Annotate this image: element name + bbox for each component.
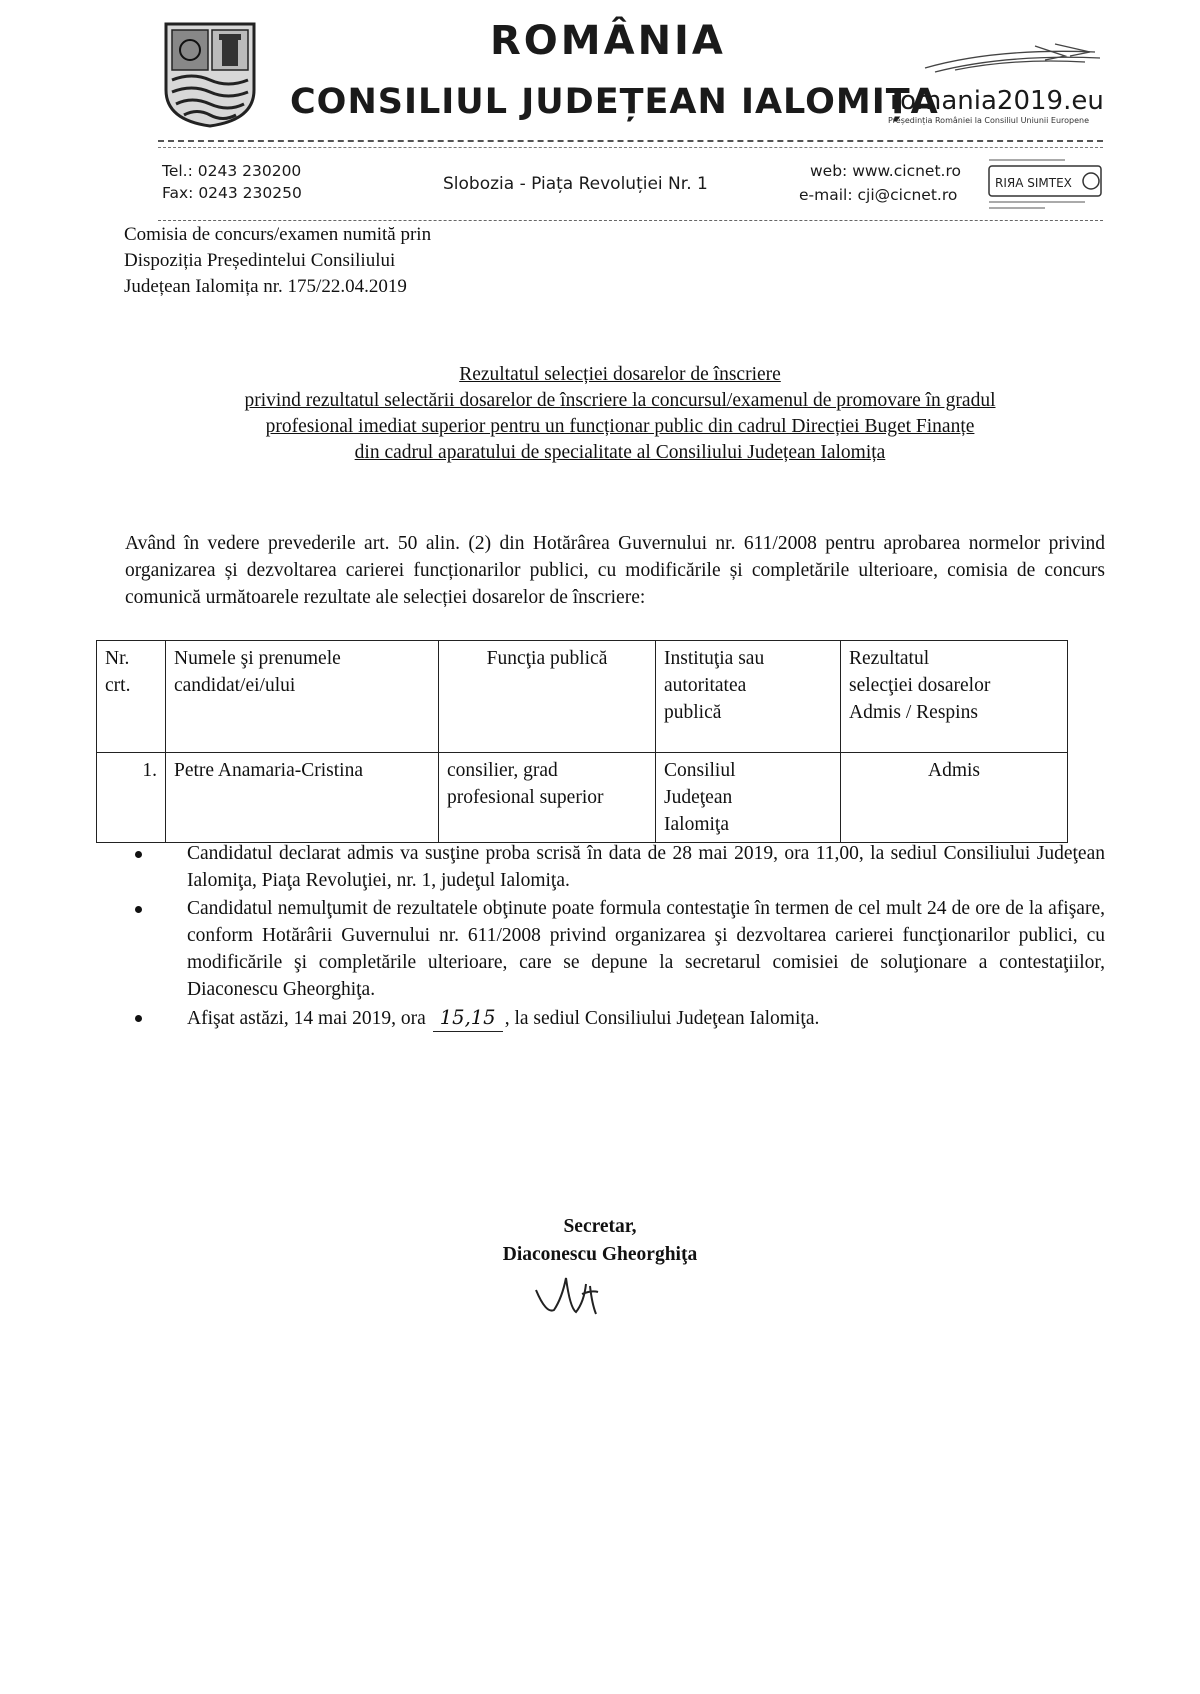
certification-logo-icon xyxy=(985,150,1105,218)
contact-divider xyxy=(158,220,1103,221)
institution-heading: CONSILIUL JUDEȚEAN IALOMIȚA xyxy=(290,82,939,122)
cell-function: consilier, grad profesional superior xyxy=(439,753,656,843)
title-line: Rezultatul selecției dosarelor de înscriere xyxy=(459,364,781,385)
bullet-icon xyxy=(135,906,142,913)
table-header-row xyxy=(97,641,1068,753)
contact-phone: Tel.: 0243 230200 xyxy=(162,162,302,180)
cell-name: Petre Anamaria-Cristina xyxy=(166,753,439,843)
cell-institution: Consiliul Judeţean Ialomiţa xyxy=(656,753,841,843)
svg-text:RIЯA SIMTEX: RIЯA SIMTEX xyxy=(995,176,1072,190)
coat-of-arms-icon xyxy=(162,20,258,128)
header-function: Funcţia publică xyxy=(439,641,656,753)
header-institution: Instituţia sau autoritatea publică xyxy=(656,641,841,753)
committee-line: Județean Ialomița nr. 175/22.04.2019 xyxy=(124,276,407,297)
bullet-icon xyxy=(135,851,142,858)
contact-address: Slobozia - Piața Revoluției Nr. 1 xyxy=(443,174,708,194)
posted-time-handwritten: 15,15 xyxy=(433,1004,503,1032)
title-line: privind rezultatul selectării dosarelor de înscriere la concursul/examenul de promovare în gradul xyxy=(244,390,996,411)
committee-block xyxy=(124,222,431,300)
country-heading: ROMÂNIA xyxy=(490,18,726,64)
contact-email: e-mail: cji@cicnet.ro xyxy=(799,186,958,204)
committee-line: Comisia de concurs/examen numită prin xyxy=(124,224,432,245)
notice-exam-date: Candidatul declarat admis va susţine proba scrisă în data de 28 mai 2019, ora 11,00, la sediul Consiliului Judeţean Ialomiţa, Piaţa Revoluţiei, nr. 1, judeţul Ialomiţa. xyxy=(187,843,1105,891)
list-item xyxy=(125,1004,1105,1032)
header-name: Numele şi prenumele candidat/ei/ului xyxy=(166,641,439,753)
presidency-site-text: romania2019.eu xyxy=(890,86,1104,116)
list-item xyxy=(125,895,1105,1003)
cell-result: Admis xyxy=(841,753,1068,843)
notice-posted-suffix: , la sediul Consiliului Judeţean Ialomiţa. xyxy=(504,1008,820,1029)
contact-web: web: www.cicnet.ro xyxy=(810,162,961,180)
committee-line: Dispoziția Președintelui Consiliului xyxy=(124,250,396,271)
title-line: profesional imediat superior pentru un funcționar public din cadrul Direcției Buget Finanțe xyxy=(265,416,975,437)
results-table xyxy=(96,640,1068,843)
table-row xyxy=(97,753,1068,843)
list-item xyxy=(125,840,1105,894)
header-nr: Nr. crt. xyxy=(97,641,166,753)
contact-fax: Fax: 0243 230250 xyxy=(162,184,302,202)
header-divider xyxy=(158,140,1103,142)
bullet-icon xyxy=(135,1015,142,1022)
intro-paragraph: Având în vedere prevederile art. 50 alin. (2) din Hotărârea Guvernului nr. 611/2008 pentru aprobarea normelor privind organizarea și dezvoltarea carierei funcționarilor publici, cu modificările și completările ulterioare, comisia de concurs comunică următoarele rezultate ale selecției dosarelor de înscriere: xyxy=(125,533,1105,608)
document-title xyxy=(120,362,1120,466)
notice-posted-prefix: Afişat astăzi, 14 mai 2019, ora xyxy=(187,1008,426,1029)
cell-nr: 1. xyxy=(97,753,166,843)
signatory-name: Diaconescu Gheorghiţa xyxy=(502,1244,698,1265)
header-divider-secondary xyxy=(158,147,1103,148)
handwritten-signature-icon xyxy=(532,1268,622,1328)
notice-appeal: Candidatul nemulţumit de rezultatele obţinute poate formula contestaţie în termen de cel mult 24 de ore de la afişare, conform Hotărârii Guvernului nr. 611/2008 privind organizarea şi dezvoltarea carierei funcţionarilor publici, cu modificările şi completările ulterioare, care se depune la secretarul comisiei de soluţionare a contestaţiilor, Diaconescu Gheorghiţa. xyxy=(187,898,1105,1000)
header-result: Rezultatul selecţiei dosarelor Admis / Respins xyxy=(841,641,1068,753)
notice-list xyxy=(125,840,1105,1033)
presidency-subtitle: Președinția României la Consiliul Uniunii Europene xyxy=(888,116,1090,125)
signatory-role: Secretar, xyxy=(563,1216,637,1237)
title-line: din cadrul aparatului de specialitate al Consiliului Județean Ialomița xyxy=(354,442,886,463)
